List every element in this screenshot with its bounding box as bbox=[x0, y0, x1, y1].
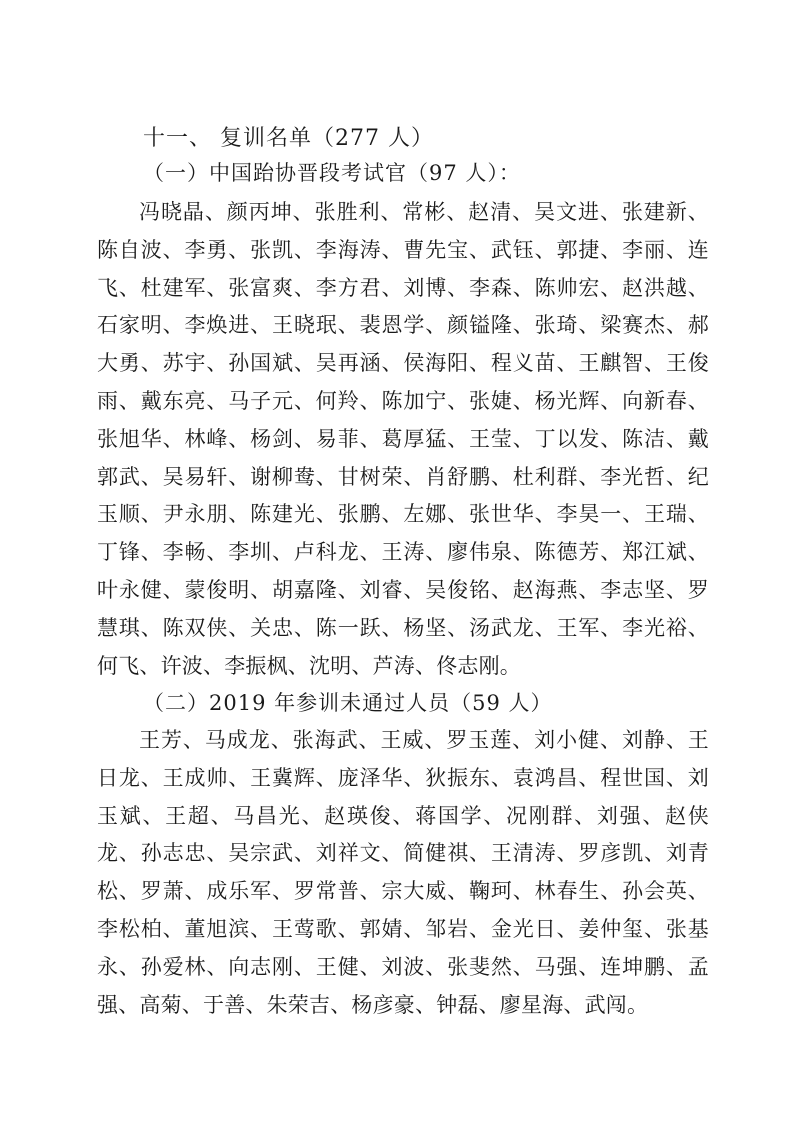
name-list-failed-2019: 王芳、马成龙、张海武、王威、罗玉莲、刘小健、刘静、王日龙、王成帅、王冀辉、庞泽华、狄振东、袁鸿昌、程世国、刘玉斌、王超、马昌光、赵瑛俊、蒋国学、况刚群、刘强、赵侠龙、孙志忠、吴宗武、刘祥文、简健祺、王清涛、罗彦凯、刘青松、罗萧、成乐军、罗常普、宗大威、鞠珂、林春生、孙会英、李松柏、董旭滨、王莺歌、郭婧、邹岩、金光日、姜仲玺、张基永、孙爱林、向志刚、王健、刘波、张斐然、马强、连坤鹏、孟强、高菊、于善、朱荣吉、杨彦豪、钟磊、廖星海、武闯。 bbox=[97, 728, 709, 1017]
name-list-examiners: 冯晓晶、颜丙坤、张胜利、常彬、赵清、吴文进、张建新、陈自波、李勇、张凯、李海涛、曹先宝、武钰、郭捷、李丽、连飞、杜建军、张富爽、李方君、刘博、李森、陈帅宏、赵洪越、石家明、李焕进、王晓珉、裴恩学、颜镒隆、张琦、梁赛杰、郝大勇、苏宇、孙国斌、吴再涵、侯海阳、程义苗、王麒智、王俊雨、戴东亮、马子元、何羚、陈加宁、张婕、杨光辉、向新春、张旭华、林峰、杨剑、易菲、葛厚猛、王莹、丁以发、陈洁、戴郭武、吴易轩、谢柳鸯、甘树荣、肖舒鹏、杜利群、李光哲、纪玉顺、尹永朋、陈建光、张鹏、左娜、张世华、李昊一、王瑞、丁锋、李畅、李圳、卢科龙、王涛、廖伟泉、陈德芳、郑江斌、叶永健、蒙俊明、胡嘉隆、刘睿、吴俊铭、赵海燕、李志坚、罗慧琪、陈双侠、关忠、陈一跃、杨坚、汤武龙、王军、李光裕、何飞、许波、李振枫、沈明、芦涛、佟志刚。 bbox=[97, 200, 709, 678]
group-title-failed-2019: （二）2019 年参训未通过人员（59 人） bbox=[143, 691, 553, 715]
group-title-examiners: （一）中国跆协晋段考试官（97 人）： bbox=[143, 161, 521, 185]
section-heading: 十一、 复训名单（277 人） bbox=[143, 126, 434, 151]
